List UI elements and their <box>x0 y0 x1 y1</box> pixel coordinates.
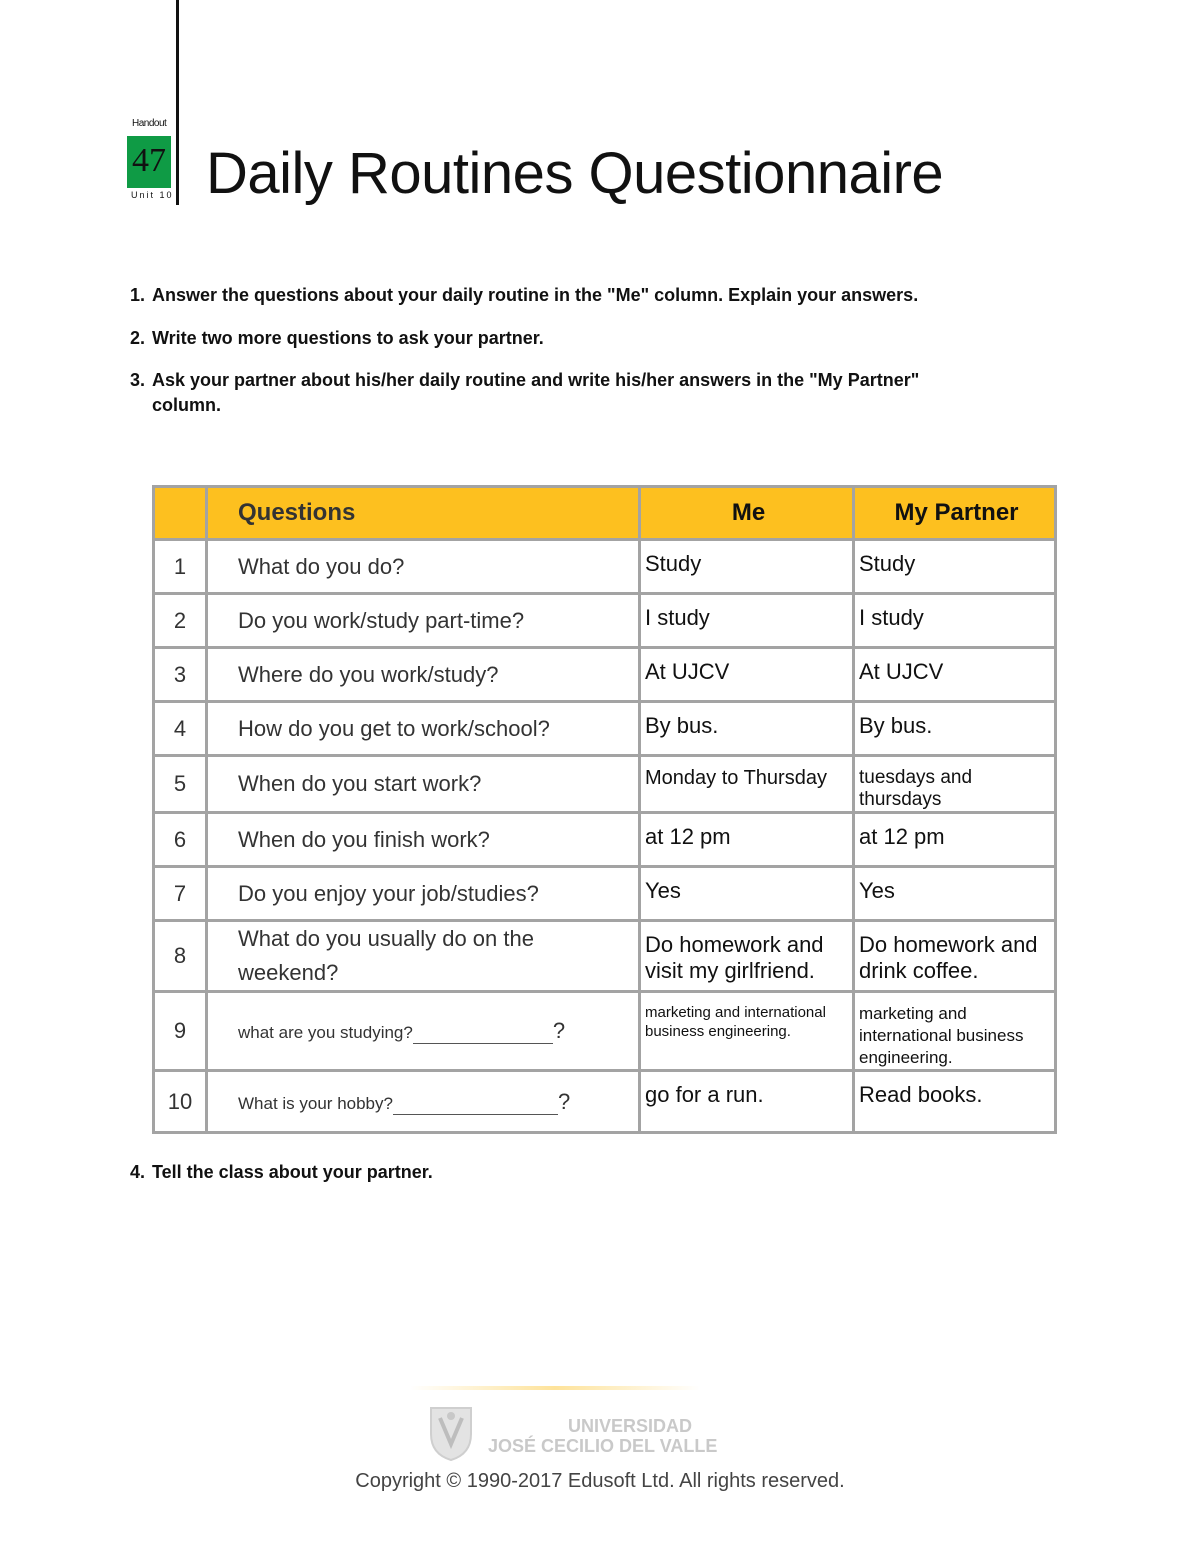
instruction-text-continued: column. <box>152 395 222 415</box>
question-cell: When do you start work? <box>207 756 640 813</box>
me-answer-cell[interactable]: Study <box>640 540 854 594</box>
row-number: 10 <box>154 1071 207 1133</box>
me-answer-cell[interactable]: At UJCV <box>640 648 854 702</box>
question-cell: How do you get to work/school? <box>207 702 640 756</box>
partner-answer-cell[interactable]: I study <box>854 594 1056 648</box>
row-number: 2 <box>154 594 207 648</box>
instruction-1 <box>130 283 918 308</box>
partner-answer-cell[interactable]: tuesdays and thursdays <box>854 756 1056 813</box>
university-name <box>488 1416 717 1456</box>
instruction-text: Tell the class about your partner. <box>152 1162 433 1182</box>
custom-question-cell <box>207 992 640 1071</box>
me-answer-cell[interactable]: Do homework and visit my girlfriend. <box>640 921 854 992</box>
page-title: Daily Routines Questionnaire <box>206 141 944 206</box>
header-questions: Questions <box>207 487 640 540</box>
header-number <box>154 487 207 540</box>
row-number: 8 <box>154 921 207 992</box>
question-cell: Do you work/study part-time? <box>207 594 640 648</box>
table-row <box>154 702 1056 756</box>
instruction-text: Answer the questions about your daily routine in the "Me" column. Explain your answers. <box>152 285 919 305</box>
footer-decorative-rule <box>410 1386 700 1390</box>
question-cell: When do you finish work? <box>207 813 640 867</box>
table-header-row <box>154 487 1056 540</box>
instruction-number: 2. <box>130 328 146 348</box>
row-number: 7 <box>154 867 207 921</box>
table-row <box>154 1071 1056 1133</box>
table-row <box>154 594 1056 648</box>
question-cell: What do you usually do on the weekend? <box>207 921 640 992</box>
table-row <box>154 813 1056 867</box>
me-answer-cell[interactable]: Monday to Thursday <box>640 756 854 813</box>
table-row <box>154 992 1056 1071</box>
table-row <box>154 921 1056 992</box>
partner-answer-cell[interactable]: Yes <box>854 867 1056 921</box>
custom-question-text[interactable]: What is your hobby? <box>238 1093 393 1113</box>
university-line-2: JOSÉ CECILIO DEL VALLE <box>488 1436 718 1456</box>
partner-answer-cell[interactable]: By bus. <box>854 702 1056 756</box>
me-answer-cell[interactable]: at 12 pm <box>640 813 854 867</box>
custom-question-text[interactable]: what are you studying? <box>238 1023 413 1042</box>
instruction-2 <box>130 326 544 351</box>
row-number: 1 <box>154 540 207 594</box>
partner-answer-cell[interactable]: marketing and international business engineering. <box>854 992 1056 1071</box>
question-cell: Do you enjoy your job/studies? <box>207 867 640 921</box>
me-answer-cell[interactable]: I study <box>640 594 854 648</box>
header-vertical-rule <box>176 0 179 205</box>
partner-answer-cell[interactable]: Read books. <box>854 1071 1056 1133</box>
instruction-4 <box>130 1160 433 1185</box>
handout-label: Handout <box>132 118 167 129</box>
answer-blank-line <box>393 1114 558 1115</box>
instruction-number: 4. <box>130 1162 146 1182</box>
instruction-3 <box>130 368 919 418</box>
header-my-partner: My Partner <box>854 487 1056 540</box>
question-cell: What do you do? <box>207 540 640 594</box>
instruction-number: 1. <box>130 285 146 305</box>
row-number: 9 <box>154 992 207 1071</box>
question-cell: Where do you work/study? <box>207 648 640 702</box>
row-number: 6 <box>154 813 207 867</box>
instruction-number: 3. <box>130 370 146 390</box>
partner-answer-cell[interactable]: at 12 pm <box>854 813 1056 867</box>
partner-answer-cell[interactable]: Do homework and drink coffee. <box>854 921 1056 992</box>
me-answer-cell[interactable]: By bus. <box>640 702 854 756</box>
handout-number-badge: 47 <box>127 136 171 188</box>
question-mark: ? <box>557 1088 571 1114</box>
table-row <box>154 540 1056 594</box>
questionnaire-table <box>152 485 1057 1134</box>
university-line-1: UNIVERSIDAD <box>568 1416 693 1436</box>
question-mark: ? <box>552 1018 566 1043</box>
row-number: 3 <box>154 648 207 702</box>
table-row <box>154 648 1056 702</box>
partner-answer-cell[interactable]: At UJCV <box>854 648 1056 702</box>
copyright-notice: Copyright © 1990-2017 Edusoft Ltd. All rights reserved. <box>355 1470 845 1492</box>
me-answer-cell[interactable]: Yes <box>640 867 854 921</box>
table-row <box>154 756 1056 813</box>
custom-question-cell <box>207 1071 640 1133</box>
instruction-text: Write two more questions to ask your partner. <box>152 328 544 348</box>
row-number: 5 <box>154 756 207 813</box>
table-row <box>154 867 1056 921</box>
me-answer-cell[interactable]: go for a run. <box>640 1071 854 1133</box>
instruction-text: Ask your partner about his/her daily routine and write his/her answers in the "My Partner" <box>152 370 920 390</box>
answer-blank-line <box>413 1043 553 1044</box>
partner-answer-cell[interactable]: Study <box>854 540 1056 594</box>
unit-label: Unit 10 <box>131 190 174 200</box>
university-crest-icon <box>428 1404 474 1462</box>
row-number: 4 <box>154 702 207 756</box>
me-answer-cell[interactable]: marketing and international business engineering. <box>640 992 854 1071</box>
header-me: Me <box>640 487 854 540</box>
